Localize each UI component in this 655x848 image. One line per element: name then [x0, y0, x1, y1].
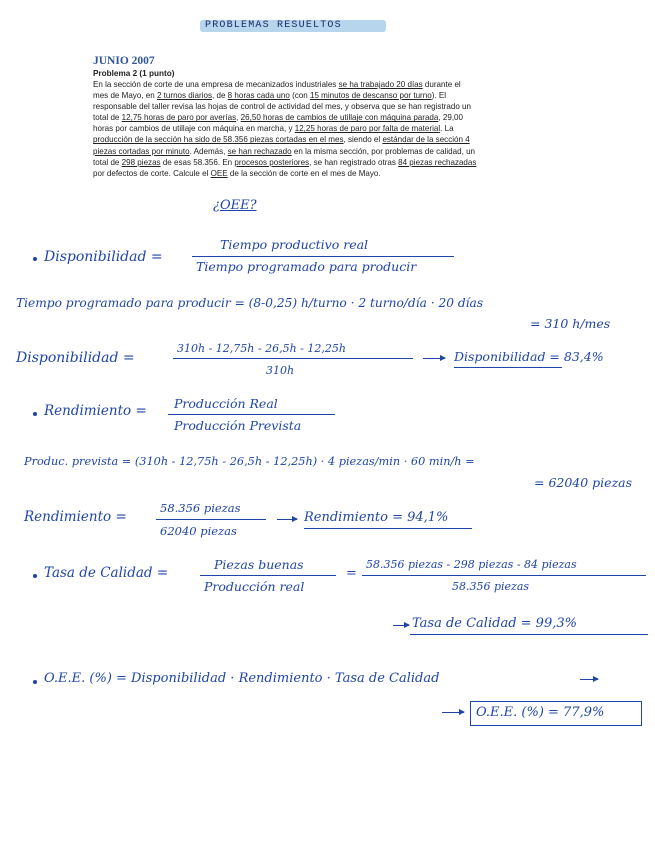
- arrow: [580, 679, 598, 680]
- arrow: [442, 712, 464, 713]
- statement-text: de esas 58.356. En: [160, 157, 235, 167]
- statement-underlined-text: estándar de la sección 4: [382, 135, 470, 145]
- rendimiento-denominator: Producción Prevista: [174, 418, 302, 433]
- statement-underlined-text: piezas cortadas por minuto: [93, 146, 190, 156]
- equals-sign: =: [346, 566, 357, 581]
- rendimiento-calc-denominator: 62040 piezas: [160, 524, 237, 538]
- statement-text: responsable del taller revisa las hojas de control de actividad del mes, y observa que se han registrado un: [93, 102, 471, 112]
- disponibilidad-label: Disponibilidad =: [44, 249, 163, 265]
- problem-date: JUNIO 2007: [93, 55, 155, 67]
- tasa-calidad-label: Tasa de Calidad =: [44, 565, 169, 581]
- arrow: [423, 358, 445, 359]
- statement-line: [93, 79, 538, 90]
- statement-underlined-text: 12,75 horas de paro por averías: [121, 113, 237, 123]
- tasa-calidad-result: Tasa de Calidad = 99,3%: [412, 616, 577, 631]
- disponibilidad-calc-numerator: 310h - 12,75h - 26,5h - 12,25h: [177, 342, 346, 355]
- statement-text: por defectos de corte. Calcule el: [93, 168, 211, 178]
- tasa-calidad-denominator: Producción real: [204, 579, 305, 594]
- statement-text: En la sección de corte de una empresa de mecanizados industriales: [93, 80, 339, 89]
- bullet: [33, 680, 37, 684]
- arrow: [277, 519, 297, 520]
- disponibilidad-result: Disponibilidad = 83,4%: [454, 349, 604, 364]
- statement-underlined-text: OEE: [210, 168, 228, 178]
- produccion-prevista-result: = 62040 piezas: [534, 475, 633, 490]
- statement-text: mes de Mayo, en: [93, 91, 157, 101]
- fraction-line: [192, 256, 454, 257]
- arrow: [393, 625, 409, 626]
- fraction-line: [173, 358, 413, 359]
- statement-text: , de: [212, 91, 228, 101]
- bullet: [33, 257, 37, 261]
- bullet: [33, 574, 37, 578]
- statement-text: ). El: [431, 91, 446, 101]
- tasa-calidad-numerator: Piezas buenas: [214, 557, 304, 572]
- statement-line: [93, 123, 538, 134]
- statement-line: [93, 101, 538, 112]
- statement-line: [93, 90, 538, 101]
- statement-underlined-text: producción de la sección ha sido de 58.356 piezas cortadas en el mes: [93, 135, 344, 145]
- statement-text: , siendo el: [343, 135, 383, 145]
- statement-underlined-text: 298 piezas: [121, 157, 161, 167]
- statement-text: . La: [440, 124, 454, 134]
- statement-text: , se han registrado otras: [309, 157, 399, 167]
- statement-underlined-text: 84 piezas rechazadas: [398, 157, 477, 167]
- fraction-line: [156, 519, 266, 520]
- tiempo-programado-line: Tiempo programado para producir = (8-0,25) h/turno · 2 turno/día · 20 días: [16, 296, 484, 310]
- statement-underlined-text: 8 horas cada uno: [227, 91, 290, 101]
- tasa-calidad-calc-denominator: 58.356 piezas: [452, 580, 530, 593]
- rendimiento-calc-numerator: 58.356 piezas: [160, 501, 241, 515]
- tasa-calidad-calc-numerator: 58.356 piezas - 298 piezas - 84 piezas: [366, 558, 577, 571]
- result-underline: [410, 634, 648, 635]
- statement-text: (con: [289, 91, 310, 101]
- statement-underlined-text: se han rechazado: [227, 146, 292, 156]
- statement-underlined-text: procesos posteriores: [234, 157, 310, 167]
- statement-text: , 29,00: [438, 113, 463, 123]
- statement-underlined-text: 12,25 horas de paro por falta de material: [294, 124, 441, 134]
- statement-text: total de: [93, 113, 122, 123]
- statement-line: [93, 168, 538, 179]
- statement-text: de la sección de corte en el mes de Mayo.: [227, 168, 381, 178]
- statement-text: en la misma sección, por problemas de calidad, un: [291, 146, 476, 156]
- result-underline: [304, 528, 472, 529]
- statement-text: horas por cambios de utillaje con máquina en marcha, y: [93, 124, 295, 134]
- statement-underlined-text: 26,50 horas de cambios de utillaje con máquina parada: [240, 113, 439, 123]
- tiempo-programado-result: = 310 h/mes: [530, 316, 611, 331]
- oee-question: ¿OEE?: [213, 198, 257, 213]
- disponibilidad-calc-denominator: 310h: [266, 364, 295, 377]
- fraction-line: [168, 414, 335, 415]
- statement-underlined-text: 15 minutos de descanso por turno: [310, 91, 432, 101]
- oee-result: O.E.E. (%) = 77,9%: [476, 705, 605, 720]
- result-underline: [454, 367, 562, 368]
- statement-line: [93, 146, 538, 157]
- statement-text: . Además,: [189, 146, 228, 156]
- produccion-prevista-line: Produc. prevista = (310h - 12,75h - 26,5h - 12,25h) · 4 piezas/min · 60 min/h =: [24, 455, 475, 468]
- bullet: [33, 412, 37, 416]
- problem-text: [93, 79, 538, 179]
- rendimiento-calc-label: Rendimiento =: [24, 509, 127, 525]
- disponibilidad-denominator: Tiempo programado para producir: [196, 259, 417, 274]
- statement-line: [93, 134, 538, 145]
- problem-statement: [93, 55, 538, 179]
- page-title: PROBLEMAS RESUELTOS: [205, 20, 342, 31]
- disponibilidad-numerator: Tiempo productivo real: [220, 237, 369, 252]
- problem-heading: Problema 2 (1 punto): [93, 69, 175, 78]
- statement-line: [93, 157, 538, 168]
- statement-underlined-text: se ha trabajado 20 días: [338, 80, 423, 89]
- statement-text: durante el: [422, 80, 461, 89]
- rendimiento-result: Rendimiento = 94,1%: [304, 510, 449, 525]
- statement-text: total de: [93, 157, 122, 167]
- statement-line: [93, 112, 538, 123]
- fraction-line: [362, 575, 646, 576]
- statement-text: ,: [236, 113, 241, 123]
- rendimiento-numerator: Producción Real: [174, 396, 278, 411]
- fraction-line: [200, 575, 336, 576]
- rendimiento-label: Rendimiento =: [44, 403, 147, 419]
- oee-formula: O.E.E. (%) = Disponibilidad · Rendimiento · Tasa de Calidad: [44, 671, 440, 686]
- disponibilidad-calc-label: Disponibilidad =: [16, 350, 135, 366]
- statement-underlined-text: 2 turnos diarios: [156, 91, 212, 101]
